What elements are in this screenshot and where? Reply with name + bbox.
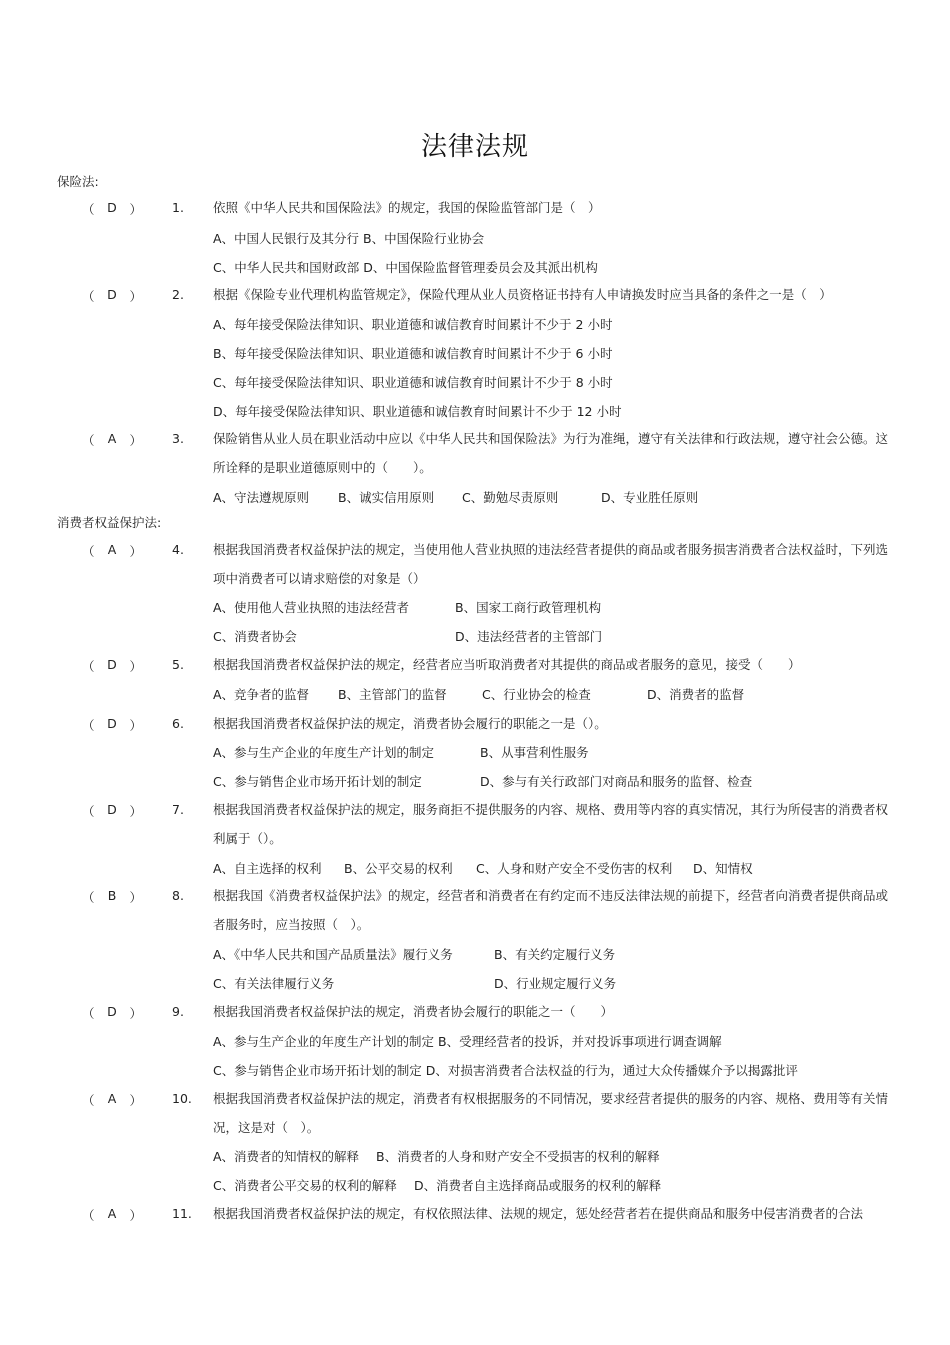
question-stem: 根据我国消费者权益保护法的规定，当使用他人营业执照的违法经营者提供的商品或者服务损害消费者合法权益时，下列选项中消费者可以请求赔偿的对象是（） [213,542,889,586]
answer-letter: B [107,888,117,903]
option-d: D、知情权 [693,861,753,876]
answer-letter: A [107,1206,117,1221]
option-c: C、勤勉尽责原则 [462,490,559,505]
question-stem: 根据我国消费者权益保护法的规定，消费者有权根据服务的不同情况，要求经营者提供的服务的内容、规格、费用等有关情况，这是对（ ）。 [213,1091,889,1135]
option-row [213,310,893,339]
option-b: B、主管部门的监督 [338,687,447,702]
option-c: C、消费者公平交易的权利的解释 [213,1178,397,1193]
option-row [213,622,893,651]
option: B、每年接受保险法律知识、职业道德和诚信教育时间累计不少于 6 小时 [213,346,613,361]
option-c: C、消费者协会 [213,629,297,644]
option-c: C、有关法律履行义务 [213,976,335,991]
question-stem: 保险销售从业人员在职业活动中应以《中华人民共和国保险法》为行为准绳，遵守有关法律和行政法规，遵守社会公德。这所诠释的是职业道德原则中的（ ）。 [213,431,889,475]
option-row [213,767,893,796]
option-c: C、行业协会的检查 [482,687,591,702]
answer-marker: （ A ） [82,431,142,448]
option: A、每年接受保险法律知识、职业道德和诚信教育时间累计不少于 2 小时 [213,317,613,332]
answer-letter: D [107,287,117,302]
question-number: 7. [172,802,184,817]
question-stem: 根据我国消费者权益保护法的规定，有权依照法律、法规的规定，惩处经营者若在提供商品和服务中侵害消费者的合法 [213,1206,864,1221]
option-d: D、消费者的监督 [647,687,745,702]
option: A、参与生产企业的年度生产计划的制定 B、受理经营者的投诉，并对投诉事项进行调查调解 [213,1034,722,1049]
option-row [213,1142,893,1171]
option-row [213,1171,893,1200]
answer-marker: （ D ） [82,287,142,304]
question-number: 11. [172,1206,192,1221]
question-8-options [213,940,893,998]
option-row [213,593,893,622]
question-stem: 根据我国《消费者权益保护法》的规定，经营者和消费者在有约定而不违反法律法规的前提下，经营者向消费者提供商品或者服务时，应当按照（ ）。 [213,888,889,932]
question-number: 2. [172,287,184,302]
question-number: 3. [172,431,184,446]
option-row [213,253,893,282]
option: D、每年接受保险法律知识、职业道德和诚信教育时间累计不少于 12 小时 [213,404,622,419]
option-b: B、有关约定履行义务 [494,947,616,962]
answer-marker: （ D ） [82,657,142,674]
question-2-options [213,310,893,426]
answer-letter: D [107,802,117,817]
question-stem: 根据我国消费者权益保护法的规定，消费者协会履行的职能之一（ ） [213,1004,614,1019]
option-row [213,397,893,426]
question-3-options [213,483,893,512]
answer-marker: （ D ） [82,716,142,733]
question-stem: 根据《保险专业代理机构监管规定》，保险代理从业人员资格证书持有人申请换发时应当具备的条件之一是（ ） [213,287,832,302]
option-b: B、诚实信用原则 [338,490,435,505]
option-a: A、消费者的知情权的解释 [213,1149,360,1164]
option-row [213,1027,893,1056]
answer-letter: A [107,542,117,557]
option: A、中国人民银行及其分行 B、中国保险行业协会 [213,231,485,246]
question-9-options [213,1027,893,1085]
question-stem: 根据我国消费者权益保护法的规定，消费者协会履行的职能之一是（）。 [213,716,607,731]
answer-marker: （ D ） [82,200,142,217]
answer-letter: A [107,431,117,446]
page-title: 法律法规 [420,132,529,162]
option-d: D、参与有关行政部门对商品和服务的监督、检查 [480,774,753,789]
option-d: D、消费者自主选择商品或服务的权利的解释 [414,1178,662,1193]
answer-letter: D [107,657,117,672]
option-d: D、违法经营者的主管部门 [455,629,603,644]
answer-letter: A [107,1091,117,1106]
option-c: C、人身和财产安全不受伤害的权利 [476,861,673,876]
option-row [213,969,893,998]
option-b: B、国家工商行政管理机构 [455,600,602,615]
answer-letter: D [107,1004,117,1019]
option-d: D、专业胜任原则 [601,490,699,505]
option-a: A、守法遵规原则 [213,490,310,505]
section-heading-consumer-rights-law: 消费者权益保护法: [57,515,162,530]
question-7-options [213,854,893,883]
option-a: A、竞争者的监督 [213,687,310,702]
option-row [213,368,893,397]
option-b: B、消费者的人身和财产安全不受损害的权利的解释 [376,1149,660,1164]
answer-marker: （ D ） [82,1004,142,1021]
option-b: B、公平交易的权利 [344,861,453,876]
option-row [213,854,893,883]
section-heading-insurance-law: 保险法: [57,174,99,189]
answer-marker: （ A ） [82,1206,142,1223]
question-5-options [213,680,893,709]
option-b: B、从事营利性服务 [480,745,589,760]
option: C、每年接受保险法律知识、职业道德和诚信教育时间累计不少于 8 小时 [213,375,613,390]
option-row [213,738,893,767]
question-number: 8. [172,888,184,903]
answer-marker: （ D ） [82,802,142,819]
answer-marker: （ B ） [82,888,142,905]
option-row [213,1056,893,1085]
option-c: C、参与销售企业市场开拓计划的制定 [213,774,422,789]
answer-marker: （ A ） [82,1091,142,1108]
answer-marker: （ A ） [82,542,142,559]
option-d: D、行业规定履行义务 [494,976,617,991]
question-number: 5. [172,657,184,672]
question-stem: 依照《中华人民共和国保险法》的规定，我国的保险监管部门是（ ） [213,200,601,215]
option-row [213,224,893,253]
question-number: 4. [172,542,184,557]
question-6-options [213,738,893,796]
question-stem: 根据我国消费者权益保护法的规定，经营者应当听取消费者对其提供的商品或者服务的意见，接受（ ） [213,657,801,672]
question-number: 10. [172,1091,192,1106]
option-row [213,483,893,512]
option-row [213,680,893,709]
question-number: 6. [172,716,184,731]
option-a: A、参与生产企业的年度生产计划的制定 [213,745,435,760]
option-row [213,339,893,368]
option: C、中华人民共和国财政部 D、中国保险监督管理委员会及其派出机构 [213,260,598,275]
option-row [213,940,893,969]
question-number: 9. [172,1004,184,1019]
option-a: A、《中华人民共和国产品质量法》履行义务 [213,947,453,962]
option: C、参与销售企业市场开拓计划的制定 D、对损害消费者合法权益的行为，通过大众传播媒介予以揭露批评 [213,1063,798,1078]
question-1-options [213,224,893,282]
question-stem: 根据我国消费者权益保护法的规定，服务商拒不提供服务的内容、规格、费用等内容的真实情况，其行为所侵害的消费者权利属于（）。 [213,802,889,846]
question-4-options [213,593,893,651]
option-a: A、自主选择的权利 [213,861,322,876]
question-10-options [213,1142,893,1200]
answer-letter: D [107,716,117,731]
option-a: A、使用他人营业执照的违法经营者 [213,600,410,615]
answer-letter: D [107,200,117,215]
question-number: 1. [172,200,184,215]
